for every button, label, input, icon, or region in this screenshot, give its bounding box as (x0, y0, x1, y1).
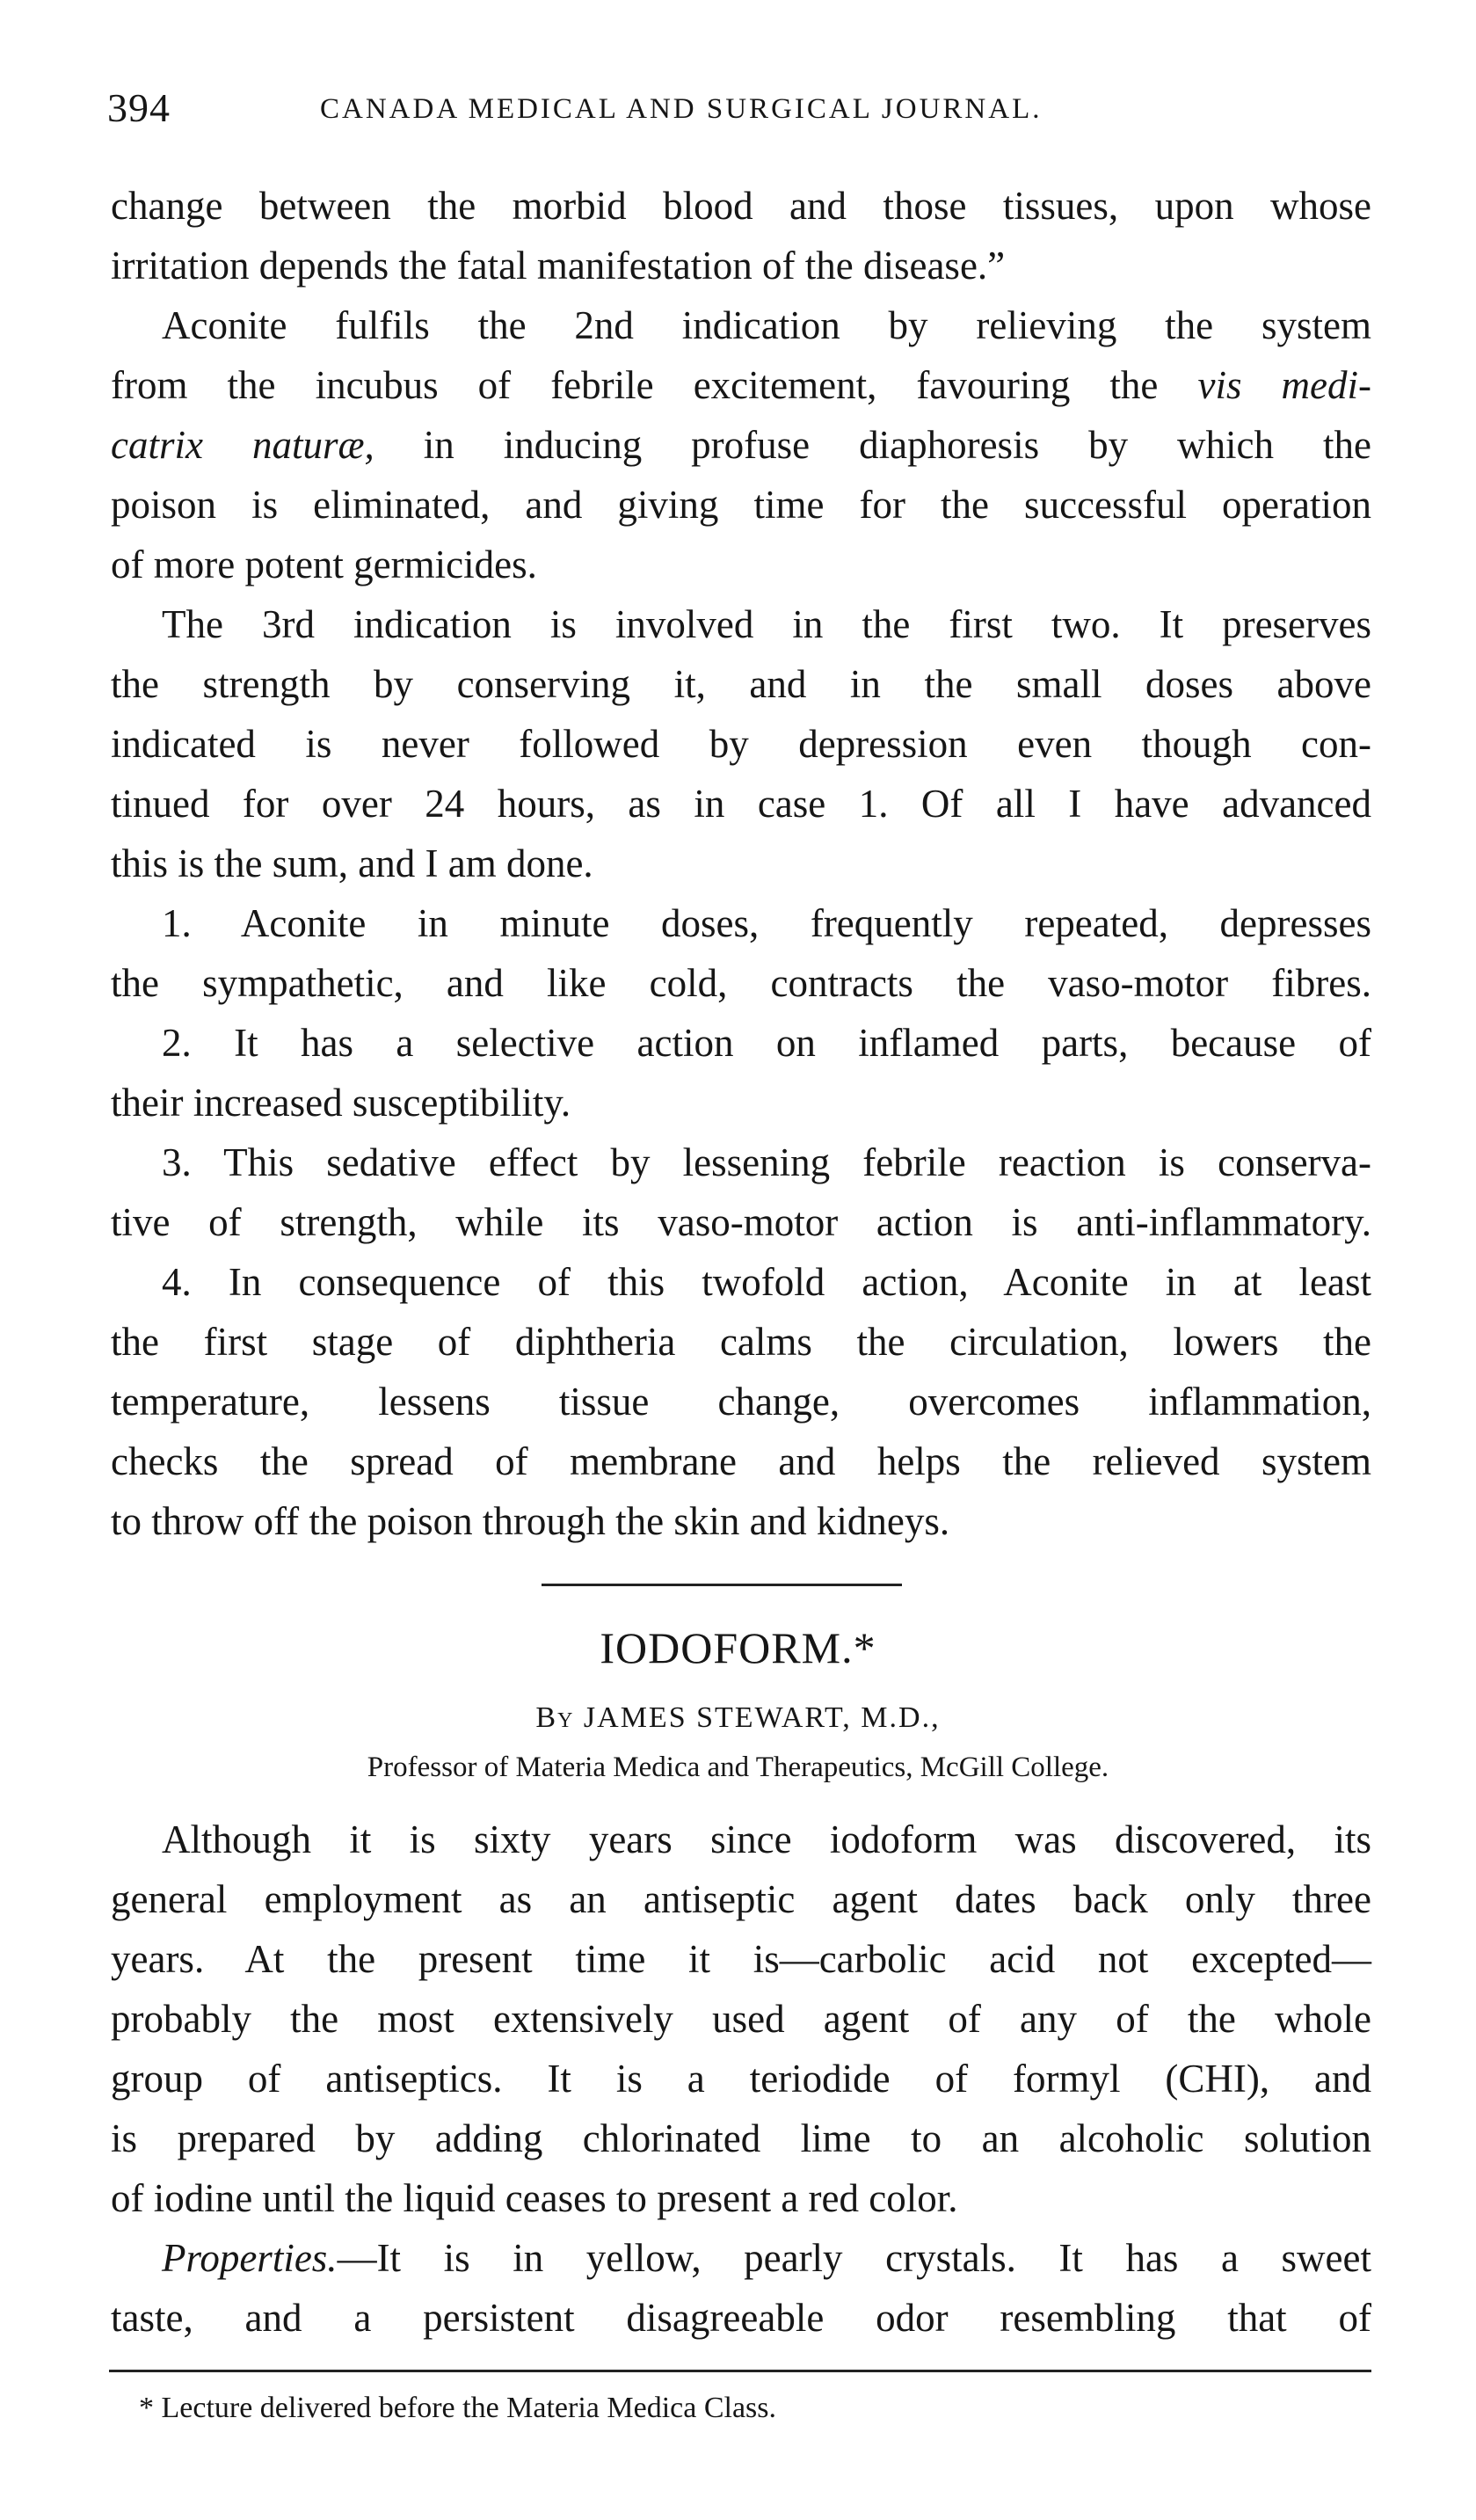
text-line: change between the morbid blood and those tissues, upon whose (111, 184, 1371, 228)
text-line (111, 355, 1371, 415)
text-line: tinued for over 24 hours, as in case 1. Of all I have advanced (111, 782, 1371, 826)
footnote-rule (109, 2370, 1371, 2372)
text-line: Aconite fulfils the 2nd indication by relieving the system (162, 303, 1371, 347)
running-head (107, 84, 1373, 137)
text-line: 2. It has a selective action on inflamed parts, because of (162, 1021, 1371, 1065)
text-line: the first stage of diphtheria calms the circulation, lowers the (111, 1320, 1371, 1364)
text-line (111, 415, 1371, 475)
text-line: is prepared by adding chlorinated lime to an alcoholic solution (111, 2116, 1371, 2160)
properties-heading: Properties. (162, 2236, 338, 2280)
text-fragment: in inducing profuse diaphoresis by which the (374, 423, 1371, 467)
text-line: group of antiseptics. It is a teriodide of formyl (CHI), and (111, 2057, 1371, 2101)
text-line: The 3rd indication is involved in the first two. It preserves (162, 602, 1371, 646)
page-number: 394 (107, 85, 171, 130)
italic-phrase: vis medi- (1197, 363, 1372, 407)
text-line: 1. Aconite in minute doses, frequently repeated, depresses (162, 901, 1371, 945)
text-line: years. At the present time it is—carbolic acid not excepted— (111, 1937, 1371, 1981)
text-line: tive of strength, while its vaso-motor action is anti-inflammatory. (111, 1200, 1371, 1244)
continued-text (111, 176, 1371, 1551)
byline-prefix: By (535, 1701, 575, 1734)
text-line: 4. In consequence of this twofold action, Aconite in at least (162, 1260, 1371, 1304)
author-affiliation: Professor of Materia Medica and Therapeutics, McGill College. (367, 1752, 1109, 1783)
text-line: the strength by conserving it, and in the small doses above (111, 662, 1371, 706)
italic-phrase: catrix naturæ, (111, 423, 374, 467)
footnote: * Lecture delivered before the Materia Medica Class. (139, 2392, 777, 2424)
text-line: temperature, lessens tissue change, overcomes inflammation, (111, 1380, 1371, 1424)
text-line: to throw off the poison through the skin and kidneys. (111, 1499, 950, 1543)
text-line: checks the spread of membrane and helps the relieved system (111, 1439, 1371, 1483)
author-name: JAMES STEWART, M.D., (583, 1701, 941, 1734)
text-line: poison is eliminated, and giving time for the successful operation (111, 483, 1371, 527)
text-line (111, 2228, 1371, 2288)
text-line: general employment as an antiseptic agent dates back only three (111, 1877, 1371, 1921)
byline (0, 1701, 1476, 1735)
section-divider (542, 1584, 902, 1586)
journal-title: CANADA MEDICAL AND SURGICAL JOURNAL. (320, 93, 1043, 125)
text-fragment: —It is in yellow, pearly crystals. It has a sweet (337, 2236, 1371, 2280)
text-line: probably the most extensively used agent of any of the whole (111, 1997, 1371, 2041)
text-line: taste, and a persistent disagreeable odor resembling that of (111, 2296, 1371, 2340)
text-fragment: from the incubus of febrile excitement, favouring the (111, 363, 1198, 407)
text-line: of iodine until the liquid ceases to present a red color. (111, 2176, 958, 2220)
text-line: of more potent germicides. (111, 543, 537, 586)
text-line: Although it is sixty years since iodoform was discovered, its (162, 1817, 1371, 1861)
article-title: IODOFORM.* (600, 1623, 876, 1672)
text-line: this is the sum, and I am done. (111, 841, 593, 885)
text-line: irritation depends the fatal manifestation of the disease.” (111, 244, 1006, 288)
article-body (111, 1810, 1371, 2348)
text-line: 3. This sedative effect by lessening febrile reaction is conserva- (162, 1140, 1371, 1184)
text-line: the sympathetic, and like cold, contracts the vaso-motor fibres. (111, 961, 1371, 1005)
text-line: indicated is never followed by depression even though con- (111, 722, 1371, 766)
text-line: their increased susceptibility. (111, 1081, 571, 1125)
